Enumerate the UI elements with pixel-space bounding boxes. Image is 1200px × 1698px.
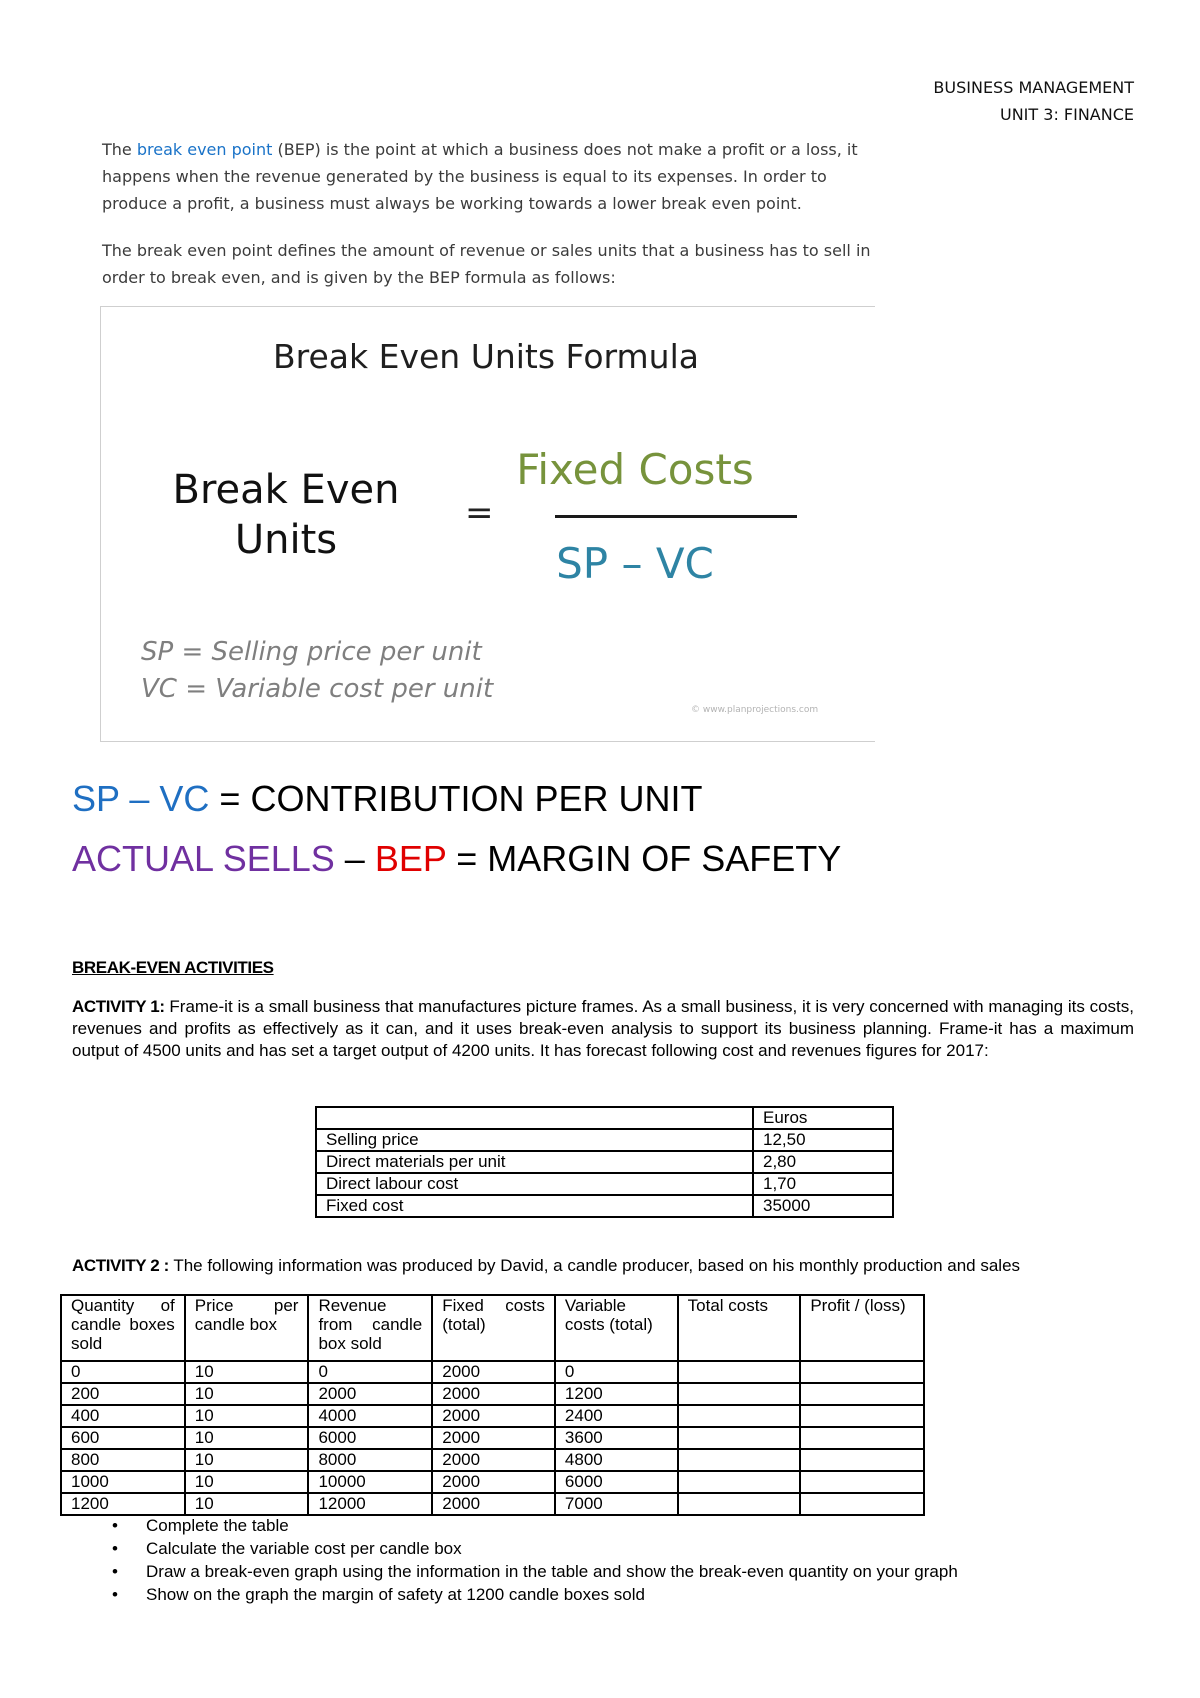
- table-cell: [678, 1383, 801, 1405]
- fraction-bar: [555, 515, 797, 518]
- intro-text: [102, 136, 872, 311]
- table-cell: [800, 1361, 924, 1383]
- table-cell: 4800: [555, 1449, 678, 1471]
- formula-lhs-line1: Break Even: [172, 467, 400, 513]
- document-header: [933, 74, 1134, 128]
- intro-paragraph-1: [102, 136, 872, 217]
- table-cell: 2000: [432, 1493, 555, 1515]
- activity-2-tasks: [112, 1514, 958, 1606]
- table-row: [316, 1195, 893, 1217]
- table-cell: [800, 1471, 924, 1493]
- activities-heading: BREAK-EVEN ACTIVITIES: [72, 958, 274, 977]
- table-header-cell: Variable costs (total): [555, 1295, 678, 1361]
- table-cell: 3600: [555, 1427, 678, 1449]
- table-cell: 2,80: [753, 1151, 893, 1173]
- table-cell: 0: [308, 1361, 432, 1383]
- table-cell: 12000: [308, 1493, 432, 1515]
- table-cell: 10: [185, 1383, 309, 1405]
- table-header-cell: Revenue from candle box sold: [308, 1295, 432, 1361]
- intro-paragraph-2: The break even point defines the amount of revenue or sales units that a business has to sell in order to break even, and is given by the BEP formula as follows:: [102, 241, 871, 287]
- table-cell: 1,70: [753, 1173, 893, 1195]
- table-cell: [800, 1449, 924, 1471]
- formula-image: [100, 306, 875, 742]
- table-cell: [678, 1493, 801, 1515]
- table-cell: 2000: [432, 1405, 555, 1427]
- activity-1-body: Frame-it is a small business that manufactures picture frames. As a small business, it is very concerned with managing its costs, revenues and profits as effectively as it can, and it uses break-even analysis to support its business planning. Frame-it has a maximum output of 4500 units and has set a target output of 4200 units. It has forecast following cost and revenues figures for 2017:: [72, 997, 1135, 1060]
- table-header-cell: Profit / (loss): [800, 1295, 924, 1361]
- list-item: • Calculate the variable cost per candle box: [112, 1537, 958, 1560]
- table-cell: 600: [61, 1427, 185, 1449]
- intro-p1-rest: (BEP) is the point at which a business does not make a profit or a loss, it happens when the revenue generated by the business is equal to its expenses. In order to produce a profit, a business must always be working towards a lower break even point.: [102, 140, 858, 213]
- table-cell: 10000: [308, 1471, 432, 1493]
- table-row: [316, 1129, 893, 1151]
- table-cell: [678, 1471, 801, 1493]
- table-cell: 2000: [432, 1449, 555, 1471]
- formula-numerator: Fixed Costs: [516, 445, 754, 494]
- table-cell: 6000: [555, 1471, 678, 1493]
- table-header-cell: Quantity of candle boxes sold: [61, 1295, 185, 1361]
- table-cell: Fixed cost: [316, 1195, 753, 1217]
- formula-lhs: [141, 465, 431, 565]
- formula-lhs-line2: Units: [234, 517, 338, 563]
- activity-1-label: ACTIVITY 1:: [72, 997, 165, 1016]
- contribution-equation: [72, 778, 702, 820]
- margin-of-safety-equation: [72, 838, 841, 880]
- table-cell: 200: [61, 1383, 185, 1405]
- table-cell: 0: [61, 1361, 185, 1383]
- eq2-bep: BEP: [374, 838, 447, 879]
- table-cell: 10: [185, 1427, 309, 1449]
- table-cell: [800, 1405, 924, 1427]
- table-cell: Selling price: [316, 1129, 753, 1151]
- table-cell: 10: [185, 1449, 309, 1471]
- table-cell: 10: [185, 1493, 309, 1515]
- eq2-minus: –: [334, 838, 375, 879]
- table-header-cell: Price per candle box: [185, 1295, 309, 1361]
- list-item: • Draw a break-even graph using the information in the table and show the break-even quantity on your graph: [112, 1560, 958, 1583]
- table-cell: [800, 1383, 924, 1405]
- table-cell: 1200: [61, 1493, 185, 1515]
- formula-definition-vc: VC = Variable cost per unit: [141, 674, 494, 704]
- table-header-row: [61, 1295, 924, 1361]
- table-cell: 4000: [308, 1405, 432, 1427]
- candle-production-table: [60, 1294, 925, 1516]
- table-cell: [800, 1493, 924, 1515]
- eq1-result: = CONTRIBUTION PER UNIT: [209, 778, 703, 819]
- table-row: [61, 1361, 924, 1383]
- table-cell: [316, 1107, 753, 1129]
- activity-2-body: The following information was produced by David, a candle producer, based on his monthly production and sales: [168, 1256, 1021, 1275]
- table-cell: 2000: [308, 1383, 432, 1405]
- table-row: [61, 1383, 924, 1405]
- table-row: [61, 1493, 924, 1515]
- table-cell: Direct materials per unit: [316, 1151, 753, 1173]
- table-cell: 7000: [555, 1493, 678, 1515]
- table-cell: 2000: [432, 1361, 555, 1383]
- formula-definition-sp: SP = Selling price per unit: [141, 637, 482, 667]
- table-header-row: [316, 1107, 893, 1129]
- table-cell: 2000: [432, 1383, 555, 1405]
- table-row: [61, 1471, 924, 1493]
- table-row: [316, 1151, 893, 1173]
- eq2-actual-sells: ACTUAL SELLS: [72, 838, 335, 879]
- intro-p1-start: The: [102, 140, 137, 159]
- table-cell: 2400: [555, 1405, 678, 1427]
- break-even-point-link[interactable]: break even point: [136, 140, 273, 159]
- frame-it-cost-table: [315, 1106, 894, 1218]
- table-cell: [678, 1361, 801, 1383]
- table-row: [61, 1427, 924, 1449]
- table-cell: 2000: [432, 1471, 555, 1493]
- activity-2-text: [72, 1256, 1020, 1276]
- list-item: • Complete the table: [112, 1514, 958, 1537]
- candle-table-body: [61, 1361, 924, 1515]
- header-unit: UNIT 3: FINANCE: [1000, 105, 1134, 124]
- table-cell: 10: [185, 1471, 309, 1493]
- activity-1-text: [72, 996, 1134, 1062]
- table-cell: 10: [185, 1405, 309, 1427]
- eq2-result: = MARGIN OF SAFETY: [446, 838, 842, 879]
- table-header-cell: Total costs: [678, 1295, 801, 1361]
- table-cell: 1200: [555, 1383, 678, 1405]
- table-cell: 400: [61, 1405, 185, 1427]
- table-cell: 35000: [753, 1195, 893, 1217]
- table-cell: [678, 1405, 801, 1427]
- list-item: • Show on the graph the margin of safety at 1200 candle boxes sold: [112, 1583, 958, 1606]
- table-cell: 6000: [308, 1427, 432, 1449]
- table-row: [61, 1405, 924, 1427]
- table-cell: Euros: [753, 1107, 893, 1129]
- formula-denominator: SP – VC: [556, 539, 714, 588]
- table-cell: 10: [185, 1361, 309, 1383]
- table-cell: 0: [555, 1361, 678, 1383]
- table-row: [61, 1449, 924, 1471]
- table-cell: [800, 1427, 924, 1449]
- table-cell: 2000: [432, 1427, 555, 1449]
- formula-equals: =: [465, 493, 494, 533]
- eq1-term: SP – VC: [72, 778, 210, 819]
- formula-title: Break Even Units Formula: [273, 337, 699, 376]
- table-cell: 8000: [308, 1449, 432, 1471]
- table-header-cell: Fixed costs (total): [432, 1295, 555, 1361]
- activity-2-label: ACTIVITY 2 :: [72, 1256, 169, 1275]
- formula-credit: © www.planprojections.com: [691, 705, 819, 715]
- table-cell: 800: [61, 1449, 185, 1471]
- table-row: [316, 1173, 893, 1195]
- table-cell: 1000: [61, 1471, 185, 1493]
- table-cell: Direct labour cost: [316, 1173, 753, 1195]
- table-cell: [678, 1427, 801, 1449]
- header-subject: BUSINESS MANAGEMENT: [933, 78, 1134, 97]
- table-cell: [678, 1449, 801, 1471]
- table-cell: 12,50: [753, 1129, 893, 1151]
